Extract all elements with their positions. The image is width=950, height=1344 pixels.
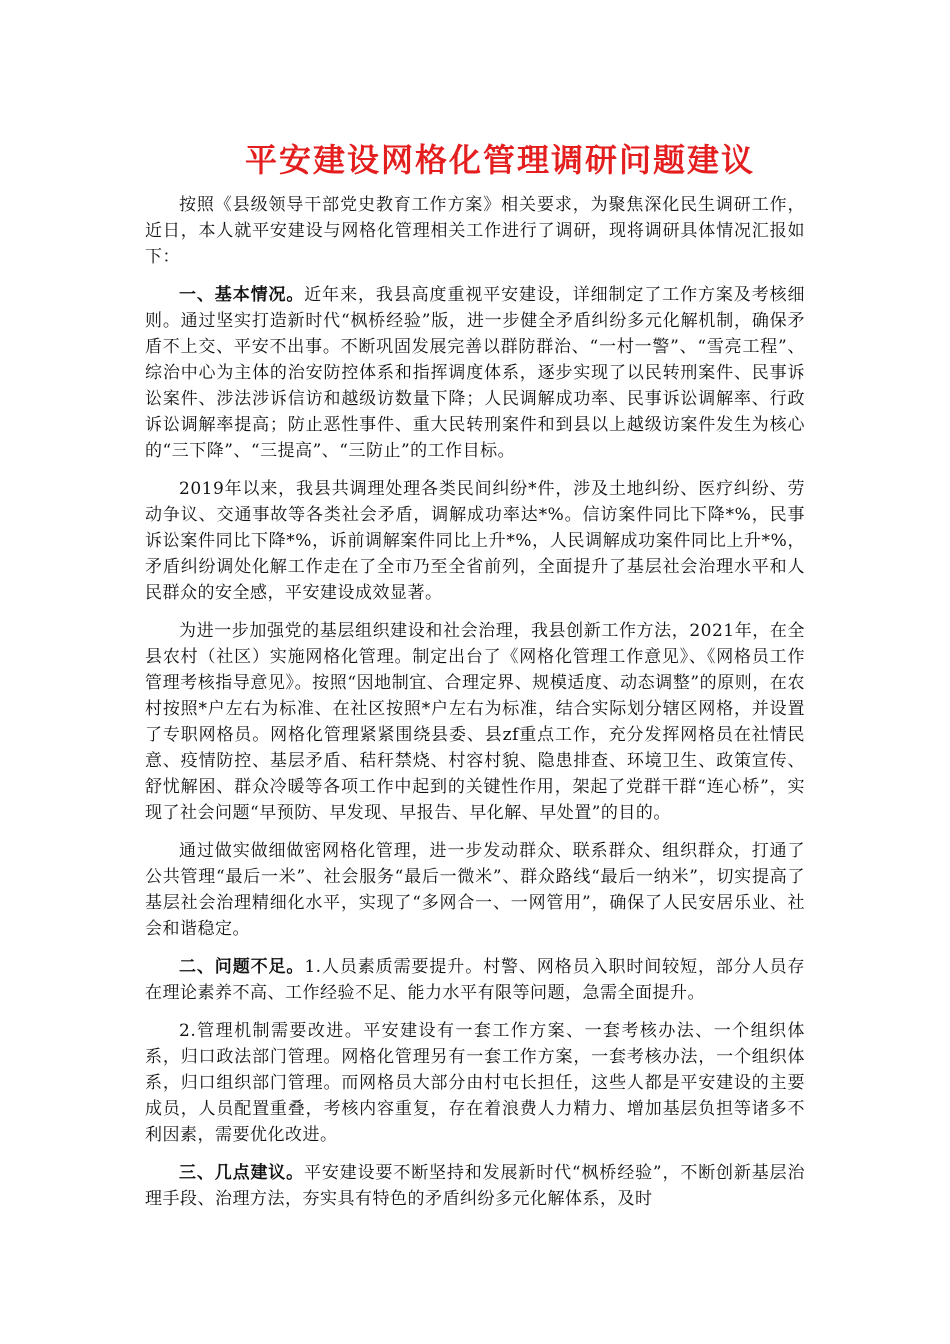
document-title: 平安建设网格化管理调研问题建议 <box>244 141 755 179</box>
section-heading: 一、基本情况。 <box>179 285 305 305</box>
paragraph-text: 为进一步加强党的基层组织建设和社会治理，我县创新工作方法，2021年，在全县农村（社区）实施网格化管理。制定出台了《网格化管理工作意见》、《网格员工作管理考核指导意见》。按照“因地制宜、合理定界、规模适度、动态调整”的原则，在农村按照*户左右为标准、在社区按照*户左右为标准，结合实际划分辖区网格，并设置了专职网格员。网格化管理紧紧围绕县委、县zf重点工作，充分发挥网格员在社情民意、疫情防控、基层矛盾、秸秆禁烧、村容村貌、隐患排查、环境卫生、政策宣传、舒忧解困、群众冷暖等各项工作中起到的关键性作用，架起了党群干群“连心桥”，实现了社会问题“早预防、早发现、早报告、早化解、早处置”的目的。 <box>145 621 805 823</box>
paragraph-suggestions <box>145 1160 805 1212</box>
paragraph-text: 2019年以来，我县共调理处理各类民间纠纷*件，涉及土地纠纷、医疗纠纷、劳动争议、交通事故等各类社会矛盾，调解成功率达*%。信访案件同比下降*%，民事诉讼案件同比下降*%，诉前调解案件同比上升*%，人民调解成功案件同比上升*%，矛盾纠纷调处化解工作走在了全市乃至全省前列，全面提升了基层社会治理水平和人民群众的安全感，平安建设成效显著。 <box>145 479 805 603</box>
paragraph-text: 平安建设要不断坚持和发展新时代“枫桥经验”，不断创新基层治理手段、治理方法，夯实具有特色的矛盾纠纷多元化解体系，及时 <box>145 1163 805 1209</box>
paragraph-basic-situation <box>145 282 805 464</box>
paragraph-intro <box>145 192 805 270</box>
paragraph-text: 1.人员素质需要提升。村警、网格员入职时间较短，部分人员存在理论素养不高、工作经验不足、能力水平有限等问题，急需全面提升。 <box>145 957 806 1003</box>
paragraph-text: 近年来，我县高度重视平安建设，详细制定了工作方案及考核细则。通过坚实打造新时代“枫桥经验”版，进一步健全矛盾纠纷多元化解机制，确保矛盾不上交、平安不出事。不断巩固发展完善以群防群治、“一村一警”、“雪亮工程”、综治中心为主体的治安防控体系和指挥调度体系，逐步实现了以民转刑案件、民事诉讼案件、涉法涉诉信访和越级访数量下降；人民调解成功率、民事诉讼调解率、行政诉讼调解率提高；防止恶性事件、重大民转刑案件和到县以上越级访案件发生为核心的“三下降”、“三提高”、“三防止”的工作目标。 <box>145 285 806 461</box>
section-heading: 二、问题不足。 <box>179 957 305 977</box>
section-heading: 三、几点建议。 <box>179 1163 305 1183</box>
paragraph-text: 2.管理机制需要改进。平安建设有一套工作方案、一套考核办法、一个组织体系，归口政法部门管理。网格化管理另有一套工作方案，一套考核办法，一个组织体系，归口组织部门管理。而网格员大部分由村屯长担任，这些人都是平安建设的主要成员，人员配置重叠，考核内容重复，存在着浪费人力精力、增加基层负担等诸多不利因素，需要优化改进。 <box>145 1021 805 1145</box>
paragraph-text: 通过做实做细做密网格化管理，进一步发动群众、联系群众、组织群众，打通了公共管理“最后一米”、社会服务“最后一微米”、群众路线“最后一纳米”，切实提高了基层社会治理精细化水平，实现了“多网合一、一网管用”，确保了人民安居乐业、社会和谐稳定。 <box>145 841 805 939</box>
paragraph-grid-management <box>145 618 805 826</box>
paragraph-problems <box>145 954 805 1006</box>
document-body <box>145 192 805 1224</box>
paragraph-statistics <box>145 476 805 606</box>
paragraph-text: 按照《县级领导干部党史教育工作方案》相关要求，为聚焦深化民生调研工作，近日，本人就平安建设与网格化管理相关工作进行了调研，现将调研具体情况汇报如下： <box>145 195 805 267</box>
paragraph-grid-results <box>145 838 805 942</box>
paragraph-mechanism <box>145 1018 805 1148</box>
